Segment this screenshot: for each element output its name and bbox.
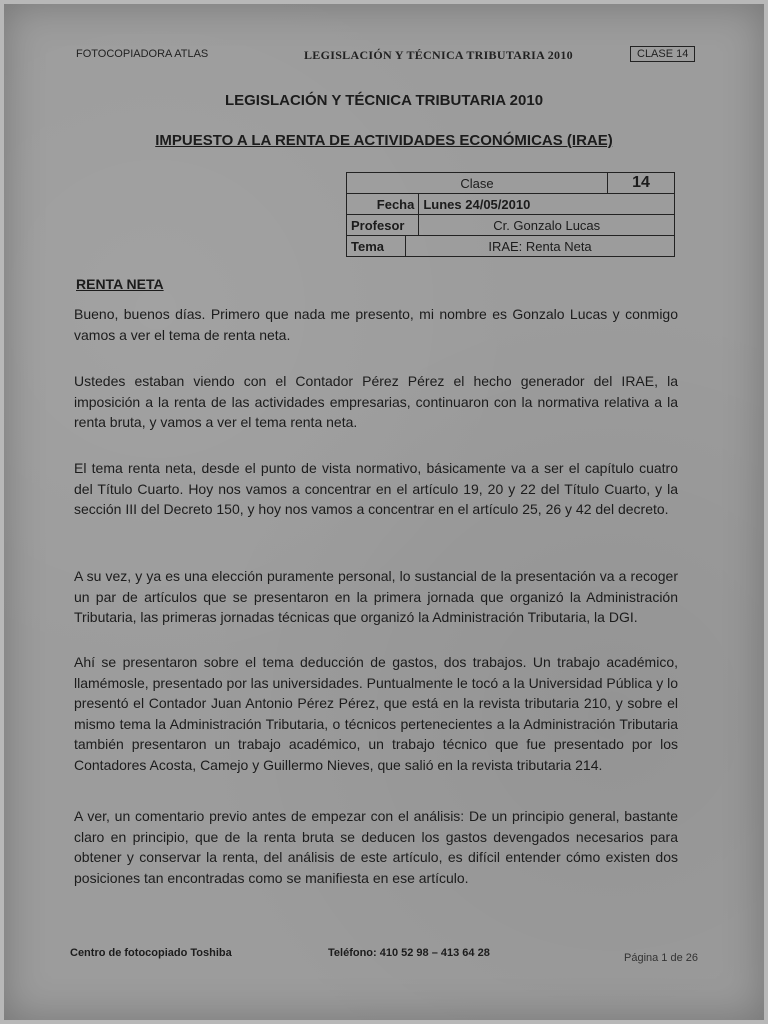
clase-label: Clase <box>347 173 608 194</box>
section-heading: RENTA NETA <box>76 276 164 292</box>
info-row-clase <box>347 173 675 194</box>
document-page <box>4 4 764 1020</box>
paragraph: Ustedes estaban viendo con el Contador Pérez Pérez el hecho generador del IRAE, la imposición a la renta de las actividades empresarias, continuaron con la normativa relativa a la renta bruta, y vamos a ver el tema renta neta. <box>74 373 678 430</box>
paragraph: Bueno, buenos días. Primero que nada me presento, mi nombre es Gonzalo Lucas y conmigo vamos a ver el tema de renta neta. <box>74 306 678 343</box>
info-table <box>346 172 675 257</box>
page-number: Página 1 de 26 <box>624 952 699 964</box>
profesor-label: Profesor <box>347 215 419 236</box>
paragraph: Ahí se presentaron sobre el tema deducción de gastos, dos trabajos. Un trabajo académico, llamémosle, presentado por las universidades. Puntualmente le tocó a la Universidad Pública y lo presentó el Contador Juan Antonio Pérez Pérez, que está en la revista tributaria 210, y sobre el mismo tema la Administración Tributaria, o técnicos pertenecientes a la Administración Tributaria también presentaron un trabajo académico, un trabajo técnico que fue presentado por los Contadores Acosta, Camejo y Guillermo Nieves, que salió en la revista tributaria 214. <box>74 654 678 773</box>
header-center: LEGISLACIÓN Y TÉCNICA TRIBUTARIA 2010 <box>304 48 573 62</box>
clase-value: 14 <box>608 173 675 194</box>
paragraph: A su vez, y ya es una elección puramente personal, lo sustancial de la presentación va a recoger un par de artículos que se presentaron en la primera jornada que organizó la Administración Tributaria, las primeras jornadas técnicas que organizó la Administración Tributaria, la DGI. <box>74 568 678 625</box>
tema-label: Tema <box>347 236 406 257</box>
paragraph: A ver, un comentario previo antes de empezar con el análisis: De un principio general, bastante claro en principio, que de la renta bruta se deducen los gastos devengados necesarios para obtener y conservar la renta, del análisis de este artículo, es difícil entender cómo existen dos posiciones tan encontradas como se manifiesta en ese artículo. <box>74 808 678 886</box>
footer-left: Centro de fotocopiado Toshiba <box>70 947 232 959</box>
header-left: FOTOCOPIADORA ATLAS <box>76 48 209 60</box>
footer-phone: Teléfono: 410 52 98 – 413 64 28 <box>328 947 490 959</box>
header-class-box: CLASE 14 <box>630 46 695 62</box>
info-row-profesor <box>347 215 675 236</box>
info-row-tema <box>347 236 675 257</box>
fecha-label: Fecha <box>347 194 419 215</box>
document-title: LEGISLACIÓN Y TÉCNICA TRIBUTARIA 2010 <box>224 92 544 109</box>
info-row-fecha <box>347 194 675 215</box>
fecha-value: Lunes 24/05/2010 <box>419 194 675 215</box>
tema-value: IRAE: Renta Neta <box>406 236 675 257</box>
paragraph: El tema renta neta, desde el punto de vista normativo, básicamente va a ser el capítulo cuatro del Título Cuarto. Hoy nos vamos a concentrar en el artículo 19, 20 y 22 del Título Cuarto, y la sección III del Decreto 150, y hoy nos vamos a concentrar en el artículo 25, 26 y 42 del decreto. <box>74 460 678 517</box>
profesor-value: Cr. Gonzalo Lucas <box>419 215 675 236</box>
document-subtitle: IMPUESTO A LA RENTA DE ACTIVIDADES ECONÓMICAS (IRAE) <box>155 132 613 149</box>
